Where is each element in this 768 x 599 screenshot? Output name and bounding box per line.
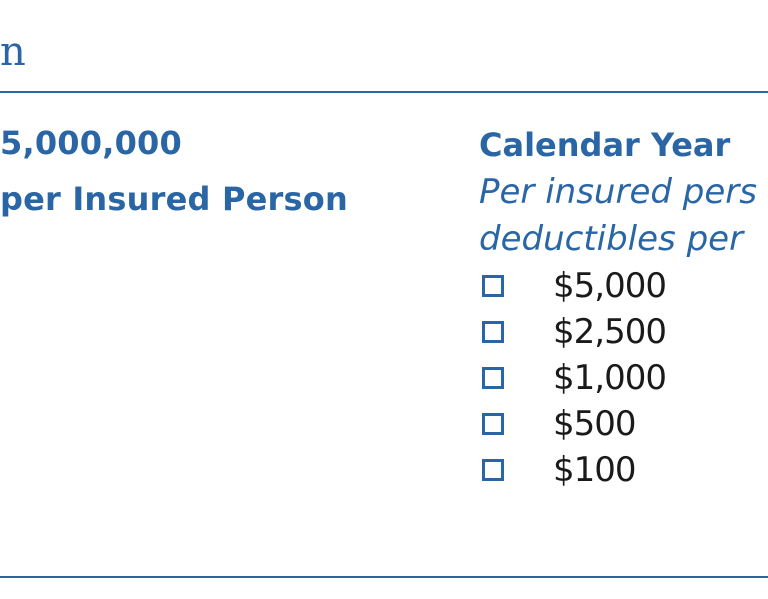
deductible-option-label: $2,500 xyxy=(553,312,666,352)
checkbox[interactable] xyxy=(482,413,504,435)
deductible-option-1000[interactable] xyxy=(482,358,666,398)
checkbox[interactable] xyxy=(482,275,504,297)
deductible-option-label: $1,000 xyxy=(553,358,666,398)
checkbox[interactable] xyxy=(482,367,504,389)
deductible-description-line-2: deductibles per xyxy=(479,219,744,259)
checkbox[interactable] xyxy=(482,321,504,343)
deductible-title: Calendar Year xyxy=(479,126,731,164)
deductible-option-100[interactable] xyxy=(482,450,636,490)
deductible-option-500[interactable] xyxy=(482,404,636,444)
bottom-divider xyxy=(0,576,768,578)
coverage-basis: per Insured Person xyxy=(0,180,348,218)
deductible-option-label: $100 xyxy=(553,450,636,490)
coverage-amount: 5,000,000 xyxy=(0,124,182,162)
section-heading: n xyxy=(0,29,26,75)
deductible-option-label: $5,000 xyxy=(553,266,666,306)
deductible-option-5000[interactable] xyxy=(482,266,666,306)
deductible-description-line-1: Per insured pers xyxy=(479,172,757,212)
checkbox[interactable] xyxy=(482,459,504,481)
deductible-option-2500[interactable] xyxy=(482,312,666,352)
top-divider xyxy=(0,91,768,93)
deductible-option-label: $500 xyxy=(553,404,636,444)
